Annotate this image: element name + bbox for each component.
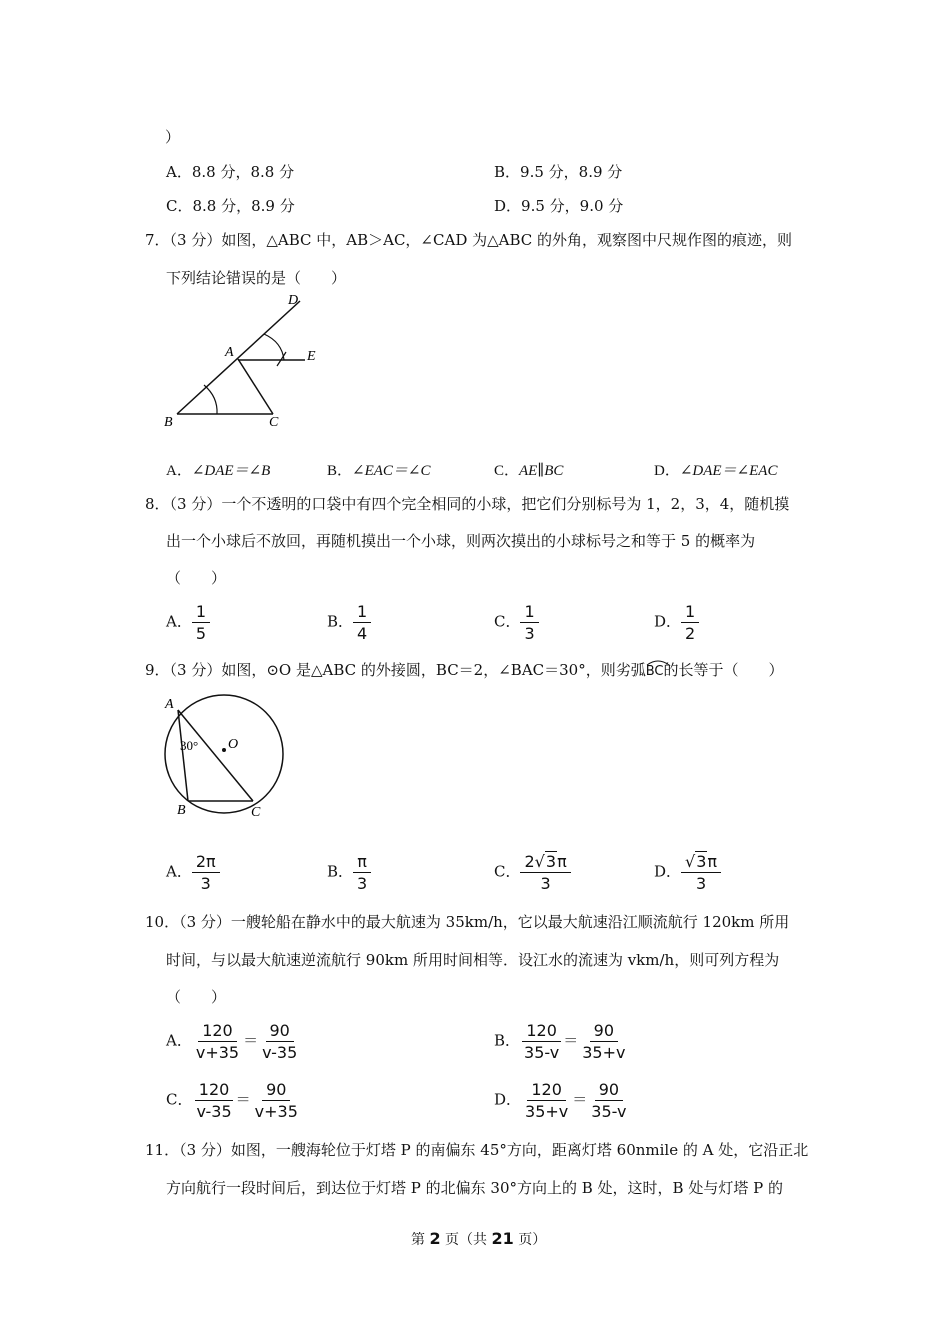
q6-option-a: A．8.8 分，8.8 分 bbox=[166, 163, 295, 181]
q6-option-b: B．9.5 分，8.9 分 bbox=[494, 163, 623, 181]
q8-option-b: B． $\frac{1}{4}$ bbox=[327, 602, 371, 643]
q10-line3: （ ） bbox=[166, 988, 227, 1006]
q7-figure bbox=[160, 290, 340, 435]
q9-option-b: B． $\frac{\pi}{3}$ bbox=[327, 852, 371, 893]
q10-option-a: A． $\frac{120}{v+35}$ ＝ $\frac{90}{v-35}$ bbox=[166, 1021, 298, 1062]
q8-line1: 8．（3 分）一个不透明的口袋中有四个完全相同的小球，把它们分别标号为 1，2，3，4，随机摸 bbox=[145, 495, 790, 513]
q7-option-b: B．∠EAC＝∠C bbox=[327, 463, 431, 479]
q9-figure bbox=[158, 690, 293, 820]
q7-label-b: B bbox=[164, 415, 173, 430]
q8-line3: （ ） bbox=[166, 569, 227, 587]
q10-option-b: B． $\frac{120}{35-v}$ ＝ $\frac{90}{35+v}$ bbox=[494, 1021, 626, 1062]
q11-line1: 11．（3 分）如图，一艘海轮位于灯塔 P 的南偏东 45°方向，距离灯塔 60nmile 的 A 处，它沿正北 bbox=[145, 1141, 809, 1159]
q9-label-a: A bbox=[165, 697, 174, 712]
q10-line2: 时间，与以最大航速逆流航行 90km 所用时间相等．设江水的流速为 vkm/h，则可列方程为 bbox=[166, 951, 780, 969]
q7-label-d: D bbox=[288, 293, 299, 308]
q9-label-o: O bbox=[228, 737, 239, 752]
q6-option-d: D．9.5 分，9.0 分 bbox=[494, 197, 624, 215]
q9-label-angle: 30° bbox=[180, 738, 199, 753]
q8-option-d: D． $\frac{1}{2}$ bbox=[654, 602, 699, 643]
q10-option-c: C． $\frac{120}{v-35}$ ＝ $\frac{90}{v+35}$ bbox=[166, 1080, 298, 1121]
q10-line1: 10．（3 分）一艘轮船在静水中的最大航速为 35km/h，它以最大航速沿江顺流航行 120km 所用 bbox=[145, 913, 790, 931]
q7-line2: 下列结论错误的是（ ） bbox=[166, 269, 347, 287]
q7-label-c: C bbox=[269, 415, 279, 430]
q8-option-c: C． $\frac{1}{3}$ bbox=[494, 602, 539, 643]
q7-label-e: E bbox=[307, 349, 316, 364]
q9-option-c: C． $\frac{2√3\pi}{3}$ bbox=[494, 852, 571, 893]
q6-option-c: C．8.8 分，8.9 分 bbox=[166, 197, 295, 215]
q9-label-b: B bbox=[177, 803, 186, 818]
q6-paren-close: ） bbox=[165, 128, 181, 146]
page-footer: 第 2 页（共 21 页） bbox=[411, 1229, 547, 1248]
q8-option-a: A． $\frac{1}{5}$ bbox=[166, 602, 210, 643]
q9-label-c: C bbox=[251, 805, 261, 820]
q7-option-d: D．∠DAE＝∠EAC bbox=[654, 463, 778, 479]
q9-arc-bc: BC bbox=[646, 664, 664, 679]
q7-line1: 7．（3 分）如图，△ABC 中，AB＞AC，∠CAD 为△ABC 的外角，观察图中尺规作图的痕迹，则 bbox=[145, 231, 793, 249]
q8-line2: 出一个小球后不放回，再随机摸出一个小球，则两次摸出的小球标号之和等于 5 的概率为 bbox=[166, 532, 756, 550]
q9-option-d: D． $\frac{√3\pi}{3}$ bbox=[654, 852, 721, 893]
q7-option-c: C．AE∥BC bbox=[494, 463, 564, 479]
q7-option-a: A．∠DAE＝∠B bbox=[166, 463, 271, 479]
q9-option-a: A． $\frac{2\pi}{3}$ bbox=[166, 852, 220, 893]
page-total: 21 bbox=[491, 1229, 514, 1248]
page-number: 2 bbox=[429, 1229, 441, 1248]
q10-option-d: D． $\frac{120}{35+v}$ ＝ $\frac{90}{35-v}$ bbox=[494, 1080, 627, 1121]
q9-line1: 9．（3 分）如图，⊙O 是△ABC 的外接圆，BC＝2，∠BAC＝30°，则劣弧 BC的长等于（ ） bbox=[145, 661, 784, 679]
q7-label-a: A bbox=[225, 345, 234, 360]
q11-line2: 方向航行一段时间后，到达位于灯塔 P 的北偏东 30°方向上的 B 处，这时，B 处与灯塔 P 的 bbox=[166, 1179, 783, 1197]
